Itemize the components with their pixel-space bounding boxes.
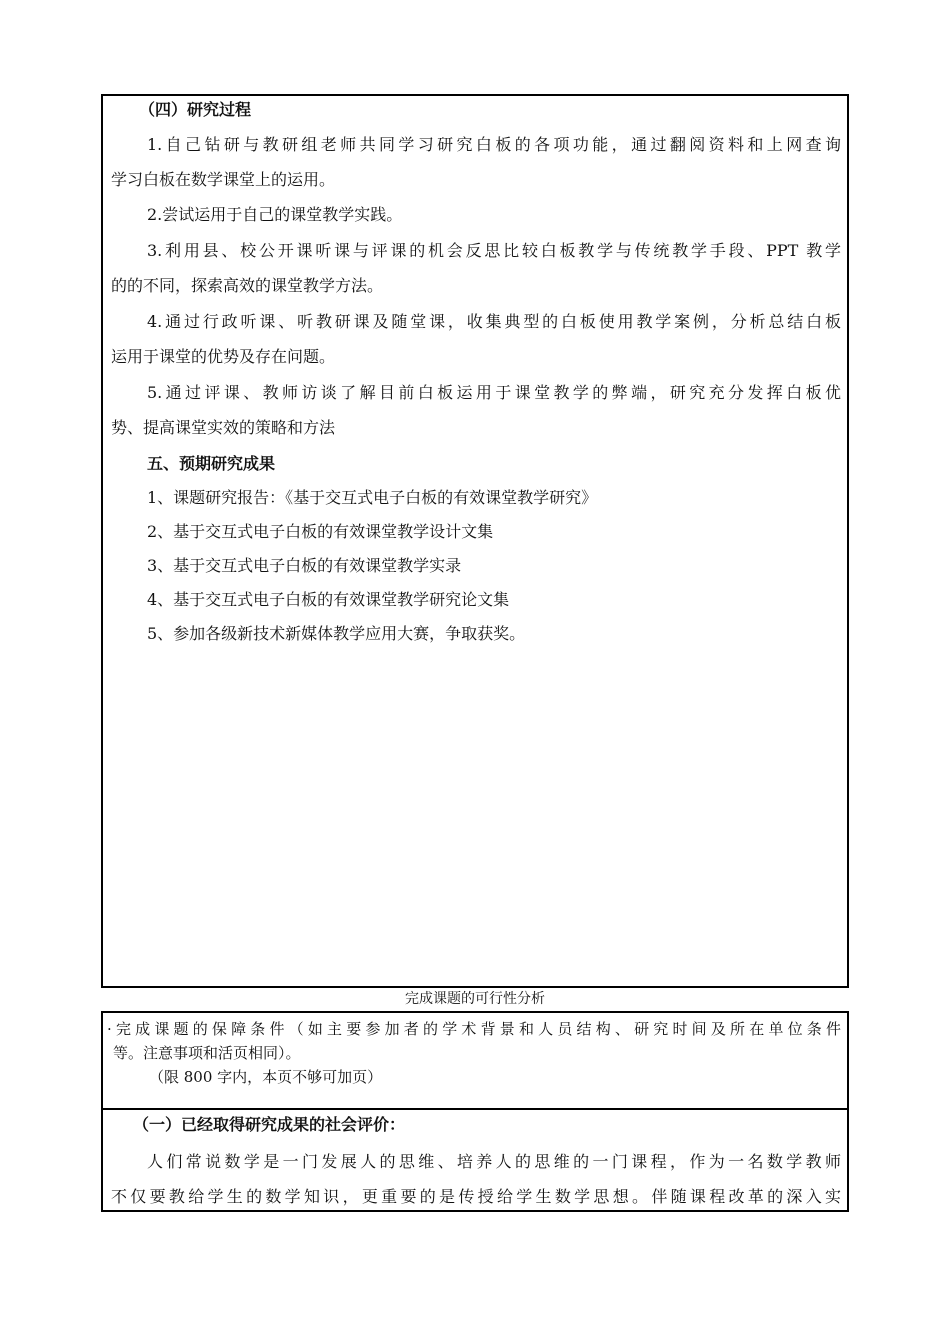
process-item-3-line-1: 3.利用县、校公开课听课与评课的机会反思比较白板教学与传统教学手段、PPT 教学: [147, 241, 841, 260]
process-item-3-line-2: 的的不同，探索高效的课堂教学方法。: [111, 276, 384, 295]
expected-result-item: 4、基于交互式电子白板的有效课堂教学研究论文集: [147, 590, 510, 609]
research-process-heading: （四）研究过程: [139, 100, 252, 119]
social-evaluation-heading: （一）已经取得研究成果的社会评价：: [133, 1115, 406, 1134]
word-limit-note: （限 800 字内，本页不够可加页）: [149, 1068, 383, 1086]
feasibility-caption: 完成课题的可行性分析: [405, 991, 545, 1007]
expected-result-item: 2、基于交互式电子白板的有效课堂教学设计文集: [147, 522, 494, 541]
process-item-1-line-1: 1.自己钻研与教研组老师共同学习研究白板的各项功能，通过翻阅资料和上网查询: [147, 135, 841, 154]
process-item-4-line-2: 运用于课堂的优势及存在问题。: [111, 347, 336, 366]
process-item-5-line-1: 5.通过评课、教师访谈了解目前白板运用于课堂教学的弊端，研究充分发挥白板优: [147, 383, 841, 402]
process-item-4-line-1: 4.通过行政听课、听教研课及随堂课，收集典型的白板使用教学案例，分析总结白板: [147, 312, 841, 331]
evaluation-para-line-2: 不仅要教给学生的数学知识，更重要的是传授给学生数学思想。伴随课程改革的深入实: [111, 1187, 841, 1206]
expected-results-heading: 五、预期研究成果: [147, 454, 276, 473]
process-item-1-line-2: 学习白板在数学课堂上的运用。: [111, 170, 336, 189]
expected-result-item: 1、课题研究报告：《基于交互式电子白板的有效课堂教学研究》: [147, 488, 598, 507]
social-evaluation-section: [101, 1108, 849, 1212]
evaluation-para-line-1: 人们常说数学是一门发展人的思维、培养人的思维的一门课程，作为一名数学教师: [147, 1152, 841, 1171]
research-process-section: [101, 94, 849, 988]
conditions-line-1: ·完成课题的保障条件（如主要参加者的学术背景和人员结构、研究时间及所在单位条件: [107, 1020, 841, 1038]
guarantee-conditions-section: [101, 1011, 849, 1110]
process-item-5-line-2: 势、提高课堂实效的策略和方法: [111, 418, 336, 437]
process-item-2-line-1: 2.尝试运用于自己的课堂教学实践。: [147, 205, 403, 224]
expected-result-item: 5、参加各级新技术新媒体教学应用大赛，争取获奖。: [147, 624, 526, 643]
expected-result-item: 3、基于交互式电子白板的有效课堂教学实录: [147, 556, 462, 575]
conditions-line-2: 等。注意事项和活页相同）。: [113, 1044, 301, 1062]
